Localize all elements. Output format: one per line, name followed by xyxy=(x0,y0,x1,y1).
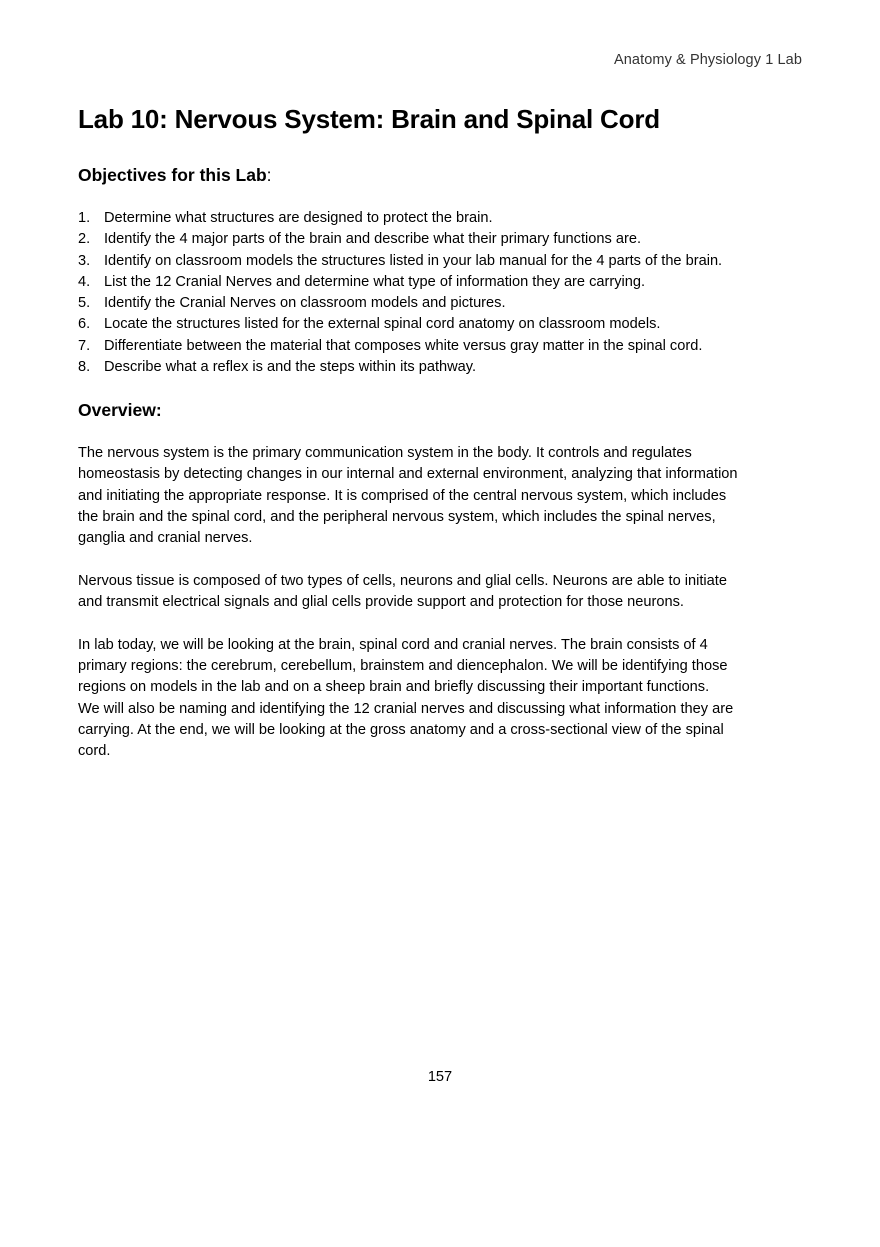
objective-item xyxy=(78,251,808,272)
objectives-heading xyxy=(78,165,272,186)
objective-text: Identify the Cranial Nerves on classroom models and pictures. xyxy=(104,295,506,312)
paragraph-line: The nervous system is the primary communication system in the body. It controls and regulates xyxy=(78,445,692,461)
paragraph-line: the brain and the spinal cord, and the peripheral nervous system, which includes the spinal nerves, xyxy=(78,508,716,525)
overview-paragraph xyxy=(78,571,806,614)
page-title: Lab 10: Nervous System: Brain and Spinal Cord xyxy=(78,104,660,134)
objective-number: 2. xyxy=(78,231,91,248)
objective-item xyxy=(78,208,808,229)
overview-paragraph xyxy=(78,635,806,763)
objective-number: 3. xyxy=(78,252,91,269)
paragraph-line: In lab today, we will be looking at the brain, spinal cord and cranial nerves. The brain consists of 4 xyxy=(78,636,708,653)
objectives-heading-colon: : xyxy=(266,165,272,185)
objective-number: 1. xyxy=(78,210,91,226)
objectives-heading-text: Objectives for this Lab xyxy=(78,165,267,185)
objective-item xyxy=(78,357,808,378)
objective-item xyxy=(78,336,808,357)
paragraph-line: cord. xyxy=(78,743,111,760)
objective-text: Determine what structures are designed to protect the brain. xyxy=(104,210,493,226)
objective-text: List the 12 Cranial Nerves and determine what type of information they are carrying. xyxy=(104,273,646,290)
paragraph-line: We will also be naming and identifying the 12 cranial nerves and discussing what information they are xyxy=(78,700,734,717)
objective-text: Locate the structures listed for the external spinal cord anatomy on classroom models. xyxy=(104,316,661,333)
paragraph-line: ganglia and cranial nerves. xyxy=(78,530,253,547)
objective-number: 6. xyxy=(78,316,91,333)
objectives-list xyxy=(78,208,808,378)
objective-item xyxy=(78,272,808,293)
overview-paragraph xyxy=(78,443,806,549)
page-number: 157 xyxy=(427,1069,453,1085)
objective-text: Identify the 4 major parts of the brain and describe what their primary functions are. xyxy=(104,231,641,248)
paragraph-line: Nervous tissue is composed of two types of cells, neurons and glial cells. Neurons are able to initiate xyxy=(78,572,727,589)
objective-number: 5. xyxy=(78,295,91,312)
paragraph-line: homeostasis by detecting changes in our internal and external environment, analyzing that information xyxy=(78,466,738,483)
objective-item xyxy=(78,314,808,335)
overview-body xyxy=(78,443,806,784)
objective-text: Describe what a reflex is and the steps within its pathway. xyxy=(104,359,477,376)
objective-number: 4. xyxy=(78,273,91,290)
objective-text: Differentiate between the material that composes white versus gray matter in the spinal cord. xyxy=(104,337,703,354)
paragraph-line: and initiating the appropriate response. It is comprised of the central nervous system, which includes xyxy=(78,487,727,504)
objective-number: 7. xyxy=(78,337,91,354)
objective-item xyxy=(78,229,808,250)
objective-number: 8. xyxy=(78,359,91,376)
paragraph-line: primary regions: the cerebrum, cerebellum, brainstem and diencephalon. We will be identifying those xyxy=(78,657,728,674)
running-header: Anatomy & Physiology 1 Lab xyxy=(614,52,802,68)
paragraph-line: and transmit electrical signals and glial cells provide support and protection for those neurons. xyxy=(78,594,684,611)
objective-text: Identify on classroom models the structures listed in your lab manual for the 4 parts of the brain. xyxy=(104,252,723,269)
paragraph-line: carrying. At the end, we will be looking at the gross anatomy and a cross-sectional view of the spinal xyxy=(78,721,724,738)
paragraph-line: regions on models in the lab and on a sheep brain and briefly discussing their important functions. xyxy=(78,679,710,696)
objective-item xyxy=(78,293,808,314)
overview-heading: Overview: xyxy=(78,400,162,420)
